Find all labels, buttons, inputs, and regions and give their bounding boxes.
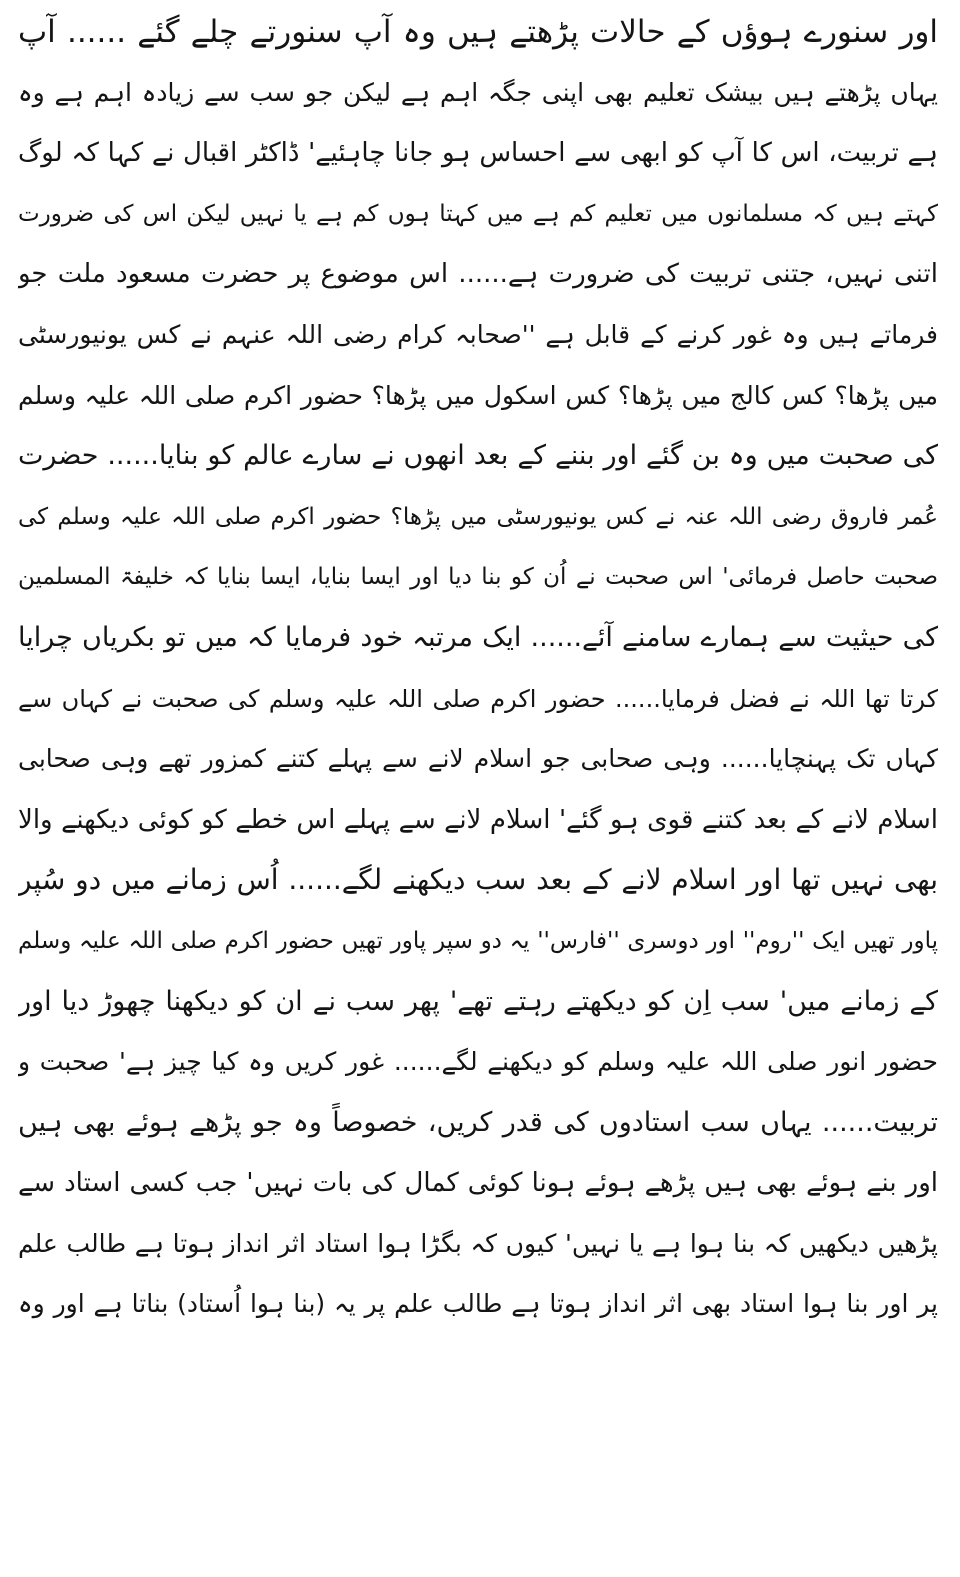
text-line-5: اتنی نہیں، جتنی تربیت کی ضرورت ہے...... اس موضوع پر حضرت مسعود ملت جو — [18, 259, 938, 290]
text-line-16: پاور تھیں ایک ''روم'' اور دوسری ''فارس'' یہ دو سپر پاور تھیں حضور اکرم صلی اللہ علیہ وسلم — [18, 927, 938, 954]
text-line-11: کی حیثیت سے ہمارے سامنے آئے...... ایک مرتبہ خود فرمایا کہ میں تو بکریاں چرایا — [18, 621, 938, 653]
text-line-12: کرتا تھا اللہ نے فضل فرمایا...... حضور اکرم صلی اللہ علیہ وسلم کی صحبت نے کہاں سے — [18, 684, 938, 713]
text-line-14: اسلام لانے کے بعد کتنے قوی ہو گئے' اسلام لانے سے پہلے اس خطے کو کوئی دیکھنے والا — [18, 804, 938, 835]
urdu-text-column — [18, 0, 938, 1335]
text-line-8: کی صحبت میں وہ بن گئے اور بننے کے بعد انھوں نے سارے عالم کو بنایا...... حضرت — [18, 440, 938, 472]
text-line-10: صحبت حاصل فرمائی' اس صحبت نے اُن کو بنا دیا اور ایسا بنایا، ایسا بنایا کہ خلیفۃ المسلمین — [18, 564, 938, 591]
text-line-1: اور سنورے ہوؤں کے حالات پڑھتے ہیں وہ آپ سنورتے چلے گئے ...... آپ — [18, 14, 938, 50]
text-line-19: تربیت...... یہاں سب استادوں کی قدر کریں، خصوصاً وہ جو پڑھے ہوئے بھی ہیں — [18, 1106, 938, 1138]
text-line-22: پر اور بنا ہوا استاد بھی اثر انداز ہوتا ہے طالب علم پر یہ (بنا ہوا اُستاد) بناتا ہے اور وہ — [18, 1289, 938, 1319]
text-line-2: یہاں پڑھتے ہیں بیشک تعلیم بھی اپنی جگہ اہم ہے لیکن جو سب سے زیادہ اہم ہے وہ — [18, 77, 938, 107]
text-line-9: عُمر فاروق رضی اللہ عنہ نے کس یونیورسٹی میں پڑھا؟ حضور اکرم صلی اللہ علیہ وسلم کی — [18, 503, 938, 530]
text-line-4: کہتے ہیں کہ مسلمانوں میں تعلیم کم ہے میں کہتا ہوں کم ہے یا نہیں لیکن اس کی ضرورت — [18, 200, 938, 227]
text-line-21: پڑھیں دیکھیں کہ بنا ہوا ہے یا نہیں' کیوں کہ بگڑا ہوا استاد اثر انداز ہوتا ہے طالب علم — [18, 1228, 938, 1258]
text-line-15: بھی نہیں تھا اور اسلام لانے کے بعد سب دیکھنے لگے...... اُس زمانے میں دو سُپر — [18, 863, 938, 897]
text-line-18: حضور انور صلی اللہ علیہ وسلم کو دیکھنے لگے...... غور کریں وہ کیا چیز ہے' صحبت و — [18, 1047, 938, 1077]
text-line-13: کہاں تک پہنچایا...... وہی صحابی جو اسلام لانے سے پہلے کتنے کمزور تھے وہی صحابی — [18, 744, 938, 774]
text-line-20: اور بنے ہوئے بھی ہیں پڑھے ہوئے ہونا کوئی کمال کی بات نہیں' جب کسی استاد سے — [18, 1168, 938, 1199]
text-line-17: کے زمانے میں' سب اِن کو دیکھتے رہتے تھے' پھر سب نے ان کو دیکھنا چھوڑ دیا اور — [18, 985, 938, 1017]
text-line-7: میں پڑھا؟ کس کالج میں پڑھا؟ کس اسکول میں پڑھا؟ حضور اکرم صلی اللہ علیہ وسلم — [18, 380, 938, 410]
text-line-6: فرماتے ہیں وہ غور کرنے کے قابل ہے ''صحابہ کرام رضی اللہ عنہم نے کس یونیورسٹی — [18, 319, 938, 349]
text-line-3: ہے تربیت، اس کا آپ کو ابھی سے احساس ہو جانا چاہئیے' ڈاکٹر اقبال نے کہا کہ لوگ — [18, 138, 938, 169]
